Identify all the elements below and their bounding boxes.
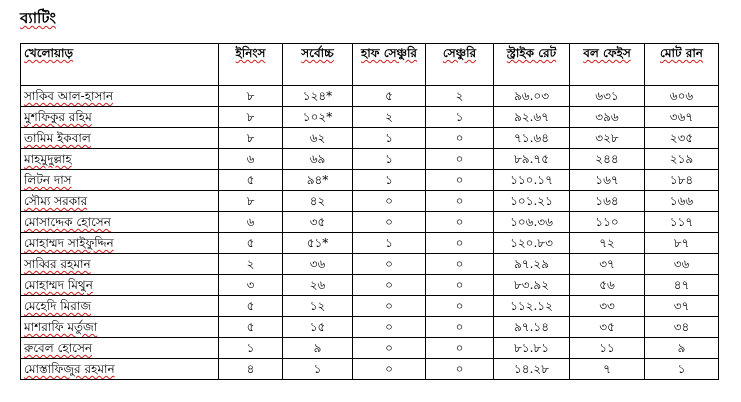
cell-century: ০: [426, 359, 494, 380]
cell-innings: ৫: [219, 317, 283, 338]
cell-half-century: ১: [353, 149, 426, 170]
cell-strike-rate: ৮৩.৯২: [494, 275, 570, 296]
cell-balls-faced: ২৪৪: [570, 149, 645, 170]
cell-strike-rate: ১০৬.৩৬: [494, 212, 570, 233]
cell-balls-faced: ১১: [570, 338, 645, 359]
cell-innings: ৫: [219, 233, 283, 254]
table-row: [21, 275, 719, 296]
cell-balls-faced: ১৬৪: [570, 191, 645, 212]
player-name-text: সাকিব আল-হাসান: [24, 89, 114, 103]
table-row: [21, 107, 719, 128]
cell-highest: ৩৫: [283, 212, 353, 233]
cell-half-century: ১: [353, 233, 426, 254]
cell-highest: ৩৬: [283, 254, 353, 275]
table-row: [21, 338, 719, 359]
cell-highest: ১২৪*: [283, 86, 353, 107]
cell-highest: ২৬: [283, 275, 353, 296]
player-name-text: মাহমুদুল্লাহ: [24, 152, 72, 166]
cell-century: ০: [426, 296, 494, 317]
cell-century: ০: [426, 149, 494, 170]
table-row: [21, 233, 719, 254]
cell-innings: ৮: [219, 128, 283, 149]
cell-half-century: ০: [353, 317, 426, 338]
cell-innings: ৪: [219, 359, 283, 380]
player-name-text: তামিম ইকবাল: [24, 131, 91, 145]
header-half-century-text: হাফ সেঞ্চুরি: [360, 46, 418, 60]
cell-player-name: [21, 338, 219, 359]
table-row: [21, 191, 719, 212]
table-header: [21, 44, 719, 86]
cell-strike-rate: ১১০.১৭: [494, 170, 570, 191]
cell-century: ০: [426, 128, 494, 149]
table-row: [21, 317, 719, 338]
cell-total-runs: ৩৬৭: [645, 107, 719, 128]
cell-player-name: [21, 212, 219, 233]
cell-player-name: [21, 254, 219, 275]
header-highest: [283, 44, 353, 86]
cell-innings: ৫: [219, 296, 283, 317]
header-balls-faced: [570, 44, 645, 86]
table-row: [21, 86, 719, 107]
header-highest-text: সর্বোচ্চ: [301, 46, 334, 60]
cell-half-century: ১: [353, 170, 426, 191]
player-name-text: মোস্তাফিজুর রহমান: [24, 362, 115, 376]
header-innings-text: ইনিংস: [235, 46, 266, 60]
header-innings: [219, 44, 283, 86]
cell-highest: ৬৯: [283, 149, 353, 170]
header-player-text: খেলোয়াড়: [24, 46, 74, 60]
table-row: [21, 359, 719, 380]
table-row: [21, 296, 719, 317]
cell-player-name: [21, 296, 219, 317]
cell-player-name: [21, 149, 219, 170]
cell-strike-rate: ১১২.১২: [494, 296, 570, 317]
cell-balls-faced: ৭২: [570, 233, 645, 254]
table-header-row: [21, 44, 719, 86]
cell-balls-faced: ৭: [570, 359, 645, 380]
cell-strike-rate: ৯৭.১৪: [494, 317, 570, 338]
cell-balls-faced: ৩৭: [570, 254, 645, 275]
cell-player-name: [21, 275, 219, 296]
cell-innings: ১: [219, 338, 283, 359]
cell-strike-rate: ৯৬.০৩: [494, 86, 570, 107]
page-title: [20, 8, 56, 28]
header-strike-rate-text: স্ট্রাইক রেট: [506, 46, 557, 60]
table-row: [21, 254, 719, 275]
player-name-text: রুবেল হোসেন: [24, 341, 93, 355]
cell-century: ০: [426, 254, 494, 275]
cell-highest: ১: [283, 359, 353, 380]
cell-total-runs: ১: [645, 359, 719, 380]
cell-balls-faced: ৩২৮: [570, 128, 645, 149]
cell-highest: ৪২: [283, 191, 353, 212]
header-half-century: [353, 44, 426, 86]
cell-balls-faced: ৩৫: [570, 317, 645, 338]
cell-strike-rate: ১২০.৮৩: [494, 233, 570, 254]
player-name-text: মাশরাফি মর্তুজা: [24, 320, 98, 334]
cell-highest: ৯: [283, 338, 353, 359]
header-balls-faced-text: বল ফেইস: [583, 46, 631, 60]
header-total-runs-text: মোট রান: [660, 46, 703, 60]
cell-balls-faced: ১১০: [570, 212, 645, 233]
header-strike-rate: [494, 44, 570, 86]
batting-stats-table: [20, 43, 719, 380]
cell-balls-faced: ৬৩১: [570, 86, 645, 107]
cell-highest: ১০২*: [283, 107, 353, 128]
cell-player-name: [21, 359, 219, 380]
cell-half-century: ০: [353, 254, 426, 275]
cell-strike-rate: ১০১.২১: [494, 191, 570, 212]
cell-total-runs: ৩৪: [645, 317, 719, 338]
cell-innings: ৮: [219, 86, 283, 107]
player-name-text: মোহাম্মদ মিথুন: [24, 278, 93, 292]
cell-half-century: ১: [353, 128, 426, 149]
cell-innings: ৬: [219, 212, 283, 233]
cell-century: ০: [426, 317, 494, 338]
player-name-text: লিটন দাস: [24, 173, 72, 187]
cell-strike-rate: ৮৯.৭৫: [494, 149, 570, 170]
cell-total-runs: ১৬৬: [645, 191, 719, 212]
cell-half-century: ০: [353, 296, 426, 317]
header-century: [426, 44, 494, 86]
cell-total-runs: ৬০৬: [645, 86, 719, 107]
cell-balls-faced: ৩৩: [570, 296, 645, 317]
cell-strike-rate: ৯২.৬৭: [494, 107, 570, 128]
cell-balls-faced: ৫৬: [570, 275, 645, 296]
cell-half-century: ০: [353, 275, 426, 296]
cell-player-name: [21, 86, 219, 107]
cell-player-name: [21, 191, 219, 212]
cell-century: ০: [426, 275, 494, 296]
cell-highest: ৬২: [283, 128, 353, 149]
cell-total-runs: ৮৭: [645, 233, 719, 254]
header-player: [21, 44, 219, 86]
header-total-runs: [645, 44, 719, 86]
cell-player-name: [21, 170, 219, 191]
cell-innings: ৮: [219, 107, 283, 128]
cell-half-century: ৫: [353, 86, 426, 107]
cell-half-century: ০: [353, 338, 426, 359]
cell-half-century: ২: [353, 107, 426, 128]
cell-innings: ৬: [219, 149, 283, 170]
page-title-text: ব্যাটিং: [20, 9, 56, 27]
cell-innings: ৩: [219, 275, 283, 296]
cell-half-century: ০: [353, 212, 426, 233]
table-row: [21, 149, 719, 170]
cell-highest: ১৫: [283, 317, 353, 338]
cell-highest: ১২: [283, 296, 353, 317]
player-name-text: মোহাম্মদ সাইফুদ্দিন: [24, 236, 114, 250]
cell-innings: ৮: [219, 191, 283, 212]
cell-player-name: [21, 233, 219, 254]
cell-player-name: [21, 317, 219, 338]
cell-total-runs: ১৮৪: [645, 170, 719, 191]
cell-player-name: [21, 128, 219, 149]
cell-total-runs: ৩৭: [645, 296, 719, 317]
cell-half-century: ০: [353, 191, 426, 212]
table-row: [21, 170, 719, 191]
cell-half-century: ০: [353, 359, 426, 380]
table-body: [21, 86, 719, 380]
table-row: [21, 212, 719, 233]
cell-innings: ২: [219, 254, 283, 275]
cell-century: ১: [426, 107, 494, 128]
player-name-text: মোসাদ্দেক হোসেন: [24, 215, 111, 229]
cell-innings: ৫: [219, 170, 283, 191]
cell-strike-rate: ৮১.৮১: [494, 338, 570, 359]
cell-total-runs: ৩৬: [645, 254, 719, 275]
cell-strike-rate: ১৪.২৮: [494, 359, 570, 380]
cell-total-runs: ১১৭: [645, 212, 719, 233]
player-name-text: মুশফিকুর রহিম: [24, 110, 92, 124]
cell-balls-faced: ৩৯৬: [570, 107, 645, 128]
cell-century: ০: [426, 338, 494, 359]
cell-total-runs: ২১৯: [645, 149, 719, 170]
cell-strike-rate: ৯৭.২৯: [494, 254, 570, 275]
cell-highest: ৫১*: [283, 233, 353, 254]
cell-century: ২: [426, 86, 494, 107]
cell-highest: ৯৪*: [283, 170, 353, 191]
cell-century: ০: [426, 191, 494, 212]
player-name-text: মেহেদি মিরাজ: [24, 299, 92, 313]
cell-total-runs: ৪৭: [645, 275, 719, 296]
player-name-text: সৌম্য সরকার: [24, 194, 88, 208]
header-century-text: সেঞ্চুরি: [442, 46, 477, 60]
cell-total-runs: ২৩৫: [645, 128, 719, 149]
cell-century: ০: [426, 170, 494, 191]
cell-century: ০: [426, 233, 494, 254]
cell-century: ০: [426, 212, 494, 233]
cell-total-runs: ৯: [645, 338, 719, 359]
table-row: [21, 128, 719, 149]
cell-player-name: [21, 107, 219, 128]
cell-balls-faced: ১৬৭: [570, 170, 645, 191]
player-name-text: সাব্বির রহমান: [24, 257, 91, 271]
cell-strike-rate: ৭১.৬৪: [494, 128, 570, 149]
